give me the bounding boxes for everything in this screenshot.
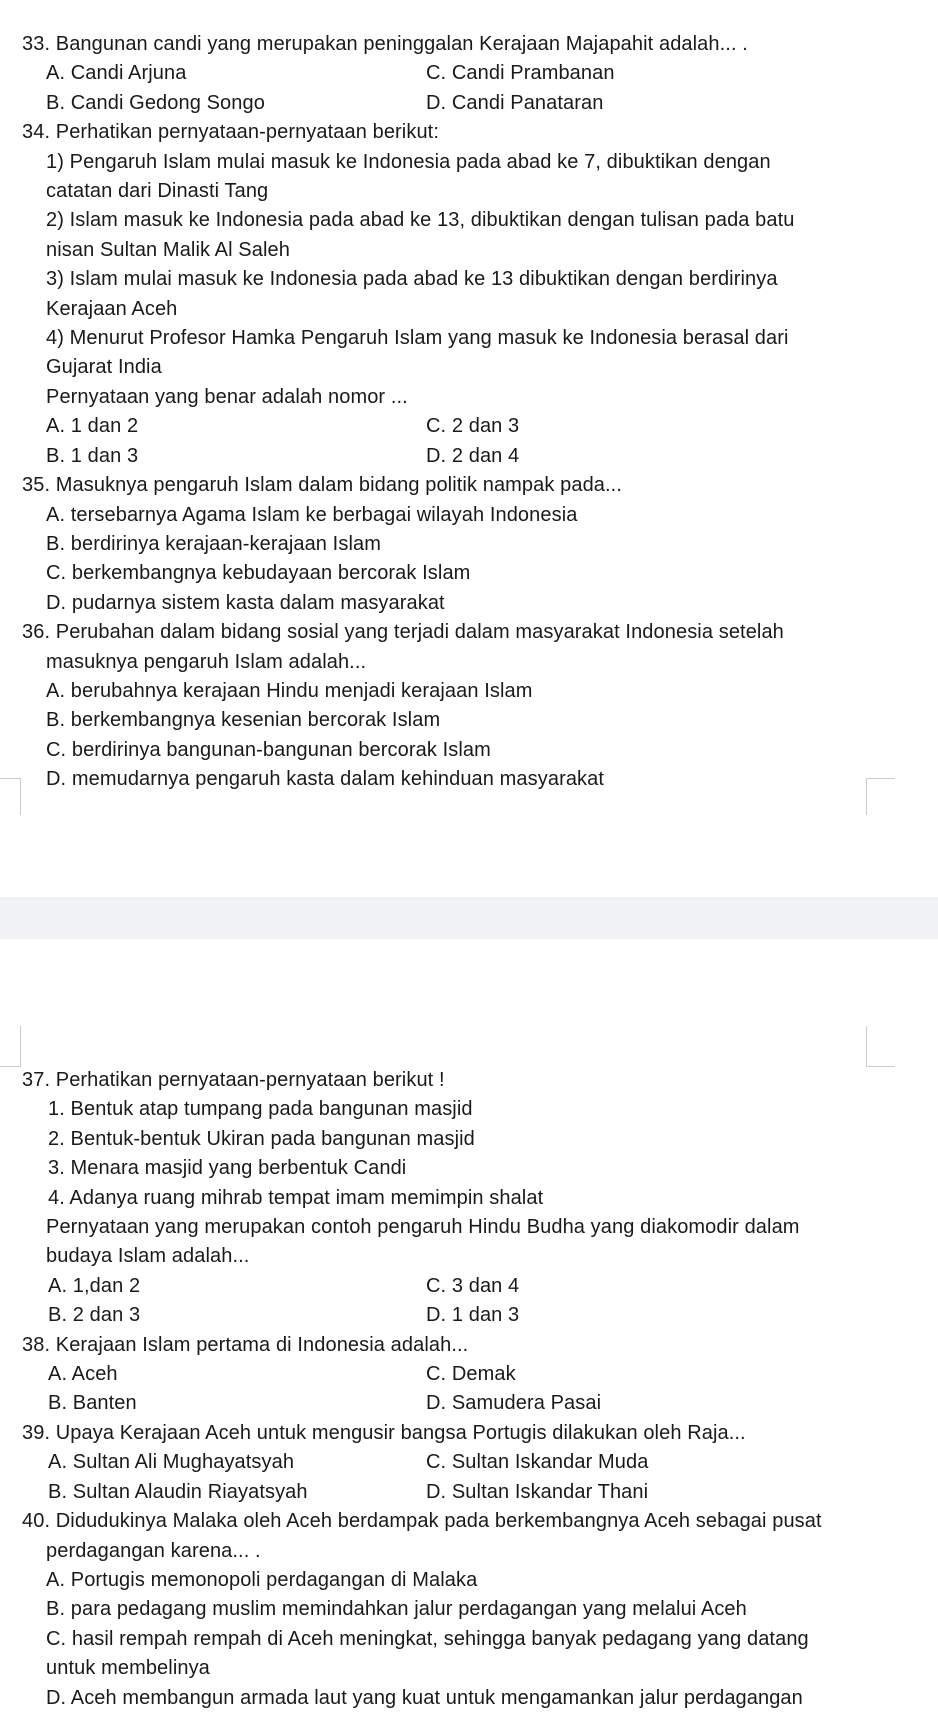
option-d: D. 1 dan 3 <box>426 1304 520 1327</box>
crop-mark-bottom-left <box>0 1026 21 1067</box>
page-top-section <box>0 30 938 795</box>
statement-item: 1. Bentuk atap tumpang pada bangunan masjid <box>48 1098 473 1121</box>
option-c-continued: untuk membelinya <box>46 1657 210 1680</box>
option-b: B. Sultan Alaudin Riayatsyah <box>48 1480 308 1503</box>
question-35: 35. Masuknya pengaruh Islam dalam bidang politik nampak pada... <box>22 474 622 497</box>
question-40-continued: perdagangan karena... . <box>46 1539 261 1562</box>
option-a: A. Portugis memonopoli perdagangan di Malaka <box>46 1568 478 1591</box>
statement-prompt: Pernyataan yang merupakan contoh pengaruh Hindu Budha yang diakomodir dalam <box>46 1216 800 1239</box>
page-gap-band <box>0 897 938 939</box>
question-34: 34. Perhatikan pernyataan-pernyataan berikut: <box>22 121 439 144</box>
option-c: C. 3 dan 4 <box>426 1274 520 1297</box>
option-c: C. berdirinya bangunan-bangunan bercorak Islam <box>46 738 491 761</box>
option-b: B. Banten <box>48 1392 137 1415</box>
option-a: A. Candi Arjuna <box>46 62 187 85</box>
option-d: D. Sultan Iskandar Thani <box>426 1480 649 1503</box>
statement-line: 2) Islam masuk ke Indonesia pada abad ke 13, dibuktikan dengan tulisan pada batu <box>46 209 795 232</box>
option-a: A. tersebarnya Agama Islam ke berbagai wilayah Indonesia <box>46 503 578 526</box>
option-b: B. para pedagang muslim memindahkan jalur perdagangan yang melalui Aceh <box>46 1598 747 1621</box>
option-c: C. Demak <box>426 1363 516 1386</box>
options-row-1 <box>0 1448 938 1477</box>
statement-item: 3. Menara masjid yang berbentuk Candi <box>48 1157 407 1180</box>
option-d: D. Aceh membangun armada laut yang kuat untuk mengamankan jalur perdagangan <box>46 1686 803 1709</box>
options-row-2 <box>0 1301 938 1330</box>
option-b: B. 2 dan 3 <box>48 1304 141 1327</box>
options-row-1 <box>0 59 938 88</box>
question-33: 33. Bangunan candi yang merupakan peninggalan Kerajaan Majapahit adalah... . <box>22 33 748 55</box>
page-bottom-section <box>0 1066 938 1713</box>
option-d: D. Samudera Pasai <box>426 1392 602 1415</box>
question-39: 39. Upaya Kerajaan Aceh untuk mengusir bangsa Portugis dilakukan oleh Raja... <box>22 1421 746 1444</box>
option-a: A. Sultan Ali Mughayatsyah <box>48 1451 295 1474</box>
option-a: A. 1,dan 2 <box>48 1274 141 1297</box>
options-row-2 <box>0 1478 938 1507</box>
option-a: A. 1 dan 2 <box>46 415 139 438</box>
statement-line: 3) Islam mulai masuk ke Indonesia pada abad ke 13 dibuktikan dengan berdirinya <box>46 268 778 291</box>
option-c: C. 2 dan 3 <box>426 415 520 438</box>
statement-line: catatan dari Dinasti Tang <box>46 180 269 203</box>
statement-line: 1) Pengaruh Islam mulai masuk ke Indonesia pada abad ke 7, dibuktikan dengan <box>46 150 771 173</box>
option-b: B. berdirinya kerajaan-kerajaan Islam <box>46 532 381 555</box>
statement-prompt: Pernyataan yang benar adalah nomor ... <box>46 385 408 408</box>
crop-mark-top-left <box>0 778 21 815</box>
question-36-continued: masuknya pengaruh Islam adalah... <box>46 650 367 673</box>
question-38: 38. Kerajaan Islam pertama di Indonesia adalah... <box>22 1333 469 1356</box>
option-b: B. berkembangnya kesenian bercorak Islam <box>46 709 441 732</box>
crop-mark-bottom-right <box>866 1026 895 1067</box>
option-c: C. berkembangnya kebudayaan bercorak Islam <box>46 562 471 585</box>
option-c: C. Sultan Iskandar Muda <box>426 1451 649 1474</box>
option-b: B. 1 dan 3 <box>46 444 139 467</box>
statement-item: 2. Bentuk-bentuk Ukiran pada bangunan masjid <box>48 1127 475 1150</box>
options-row-1 <box>0 1272 938 1301</box>
option-c: C. Candi Prambanan <box>426 62 615 85</box>
option-d: D. 2 dan 4 <box>426 444 520 467</box>
option-d: D. memudarnya pengaruh kasta dalam kehinduan masyarakat <box>46 768 605 791</box>
options-row-2 <box>0 442 938 471</box>
question-36: 36. Perubahan dalam bidang sosial yang terjadi dalam masyarakat Indonesia setelah <box>22 621 784 644</box>
statement-line: Kerajaan Aceh <box>46 297 178 320</box>
statement-line: 4) Menurut Profesor Hamka Pengaruh Islam yang masuk ke Indonesia berasal dari <box>46 327 789 350</box>
statement-line: Gujarat India <box>46 356 162 379</box>
statement-line: nisan Sultan Malik Al Saleh <box>46 238 290 261</box>
crop-mark-top-right <box>866 778 895 815</box>
statement-item: 4. Adanya ruang mihrab tempat imam memimpin shalat <box>48 1186 544 1209</box>
option-a: A. berubahnya kerajaan Hindu menjadi kerajaan Islam <box>46 679 533 702</box>
option-d: D. pudarnya sistem kasta dalam masyarakat <box>46 591 445 614</box>
option-d: D. Candi Panataran <box>426 91 604 114</box>
question-40: 40. Didudukinya Malaka oleh Aceh berdampak pada berkembangnya Aceh sebagai pusat <box>22 1510 822 1533</box>
options-row-2 <box>0 89 938 118</box>
options-row-1 <box>0 412 938 441</box>
option-b: B. Candi Gedong Songo <box>46 91 265 114</box>
option-c: C. hasil rempah rempah di Aceh meningkat, sehingga banyak pedagang yang datang <box>46 1627 809 1650</box>
options-row-1 <box>0 1360 938 1389</box>
option-a: A. Aceh <box>48 1363 118 1386</box>
options-row-2 <box>0 1389 938 1418</box>
statement-prompt-continued: budaya Islam adalah... <box>46 1245 250 1268</box>
question-37: 37. Perhatikan pernyataan-pernyataan berikut ! <box>22 1069 445 1091</box>
